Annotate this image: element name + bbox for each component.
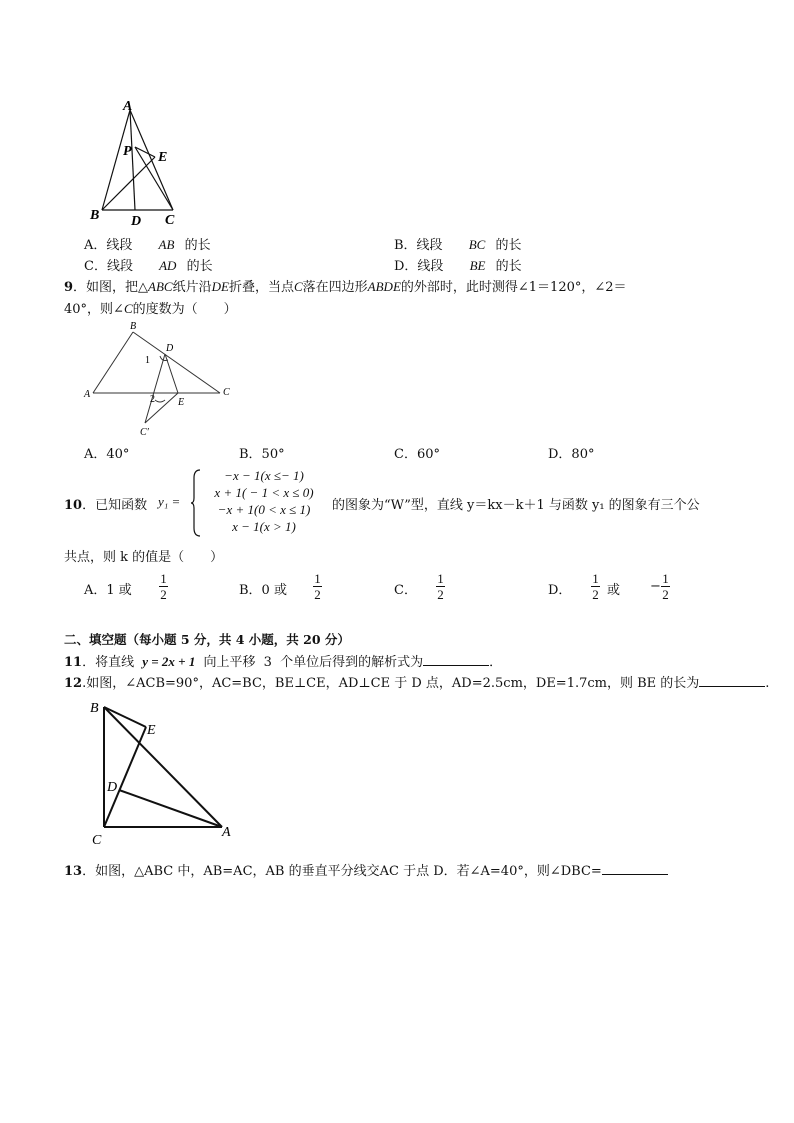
q9-label-a: A [84,389,91,400]
q12-edge-ba [104,707,222,827]
q9-option-b: B．50° [239,447,285,462]
q12-label-b: B [90,701,99,716]
q12-segment-be [104,707,146,727]
q8-label-d: D [131,214,142,229]
q9-option-c: C．60° [394,447,440,462]
q10-option-d-den2: 2 [662,587,669,602]
q9-stem-line2 [64,298,237,317]
q10-case-4: x − 1(x > 1) [232,519,296,534]
q10-option-a-den: 2 [160,587,167,602]
q8-label-e: E [158,150,168,165]
q13-text: ．如图，△ABC 中，AB=AC，AB 的垂直平分线交AC 于点 D．若∠A=40°，则∠DBC= [82,864,602,879]
q10-option-b-den: 2 [314,587,321,602]
q8-label-p: P [123,144,132,159]
q9-option-d: D．80° [548,447,595,462]
q10-option-d-frac2 [661,572,670,601]
q12-line-ce [104,727,146,827]
q12-number: 12 [64,676,83,691]
q8-option-c-math: AD [159,258,177,273]
q9-text-a: ．如图，把△ [73,280,149,295]
q12-stem [64,672,769,691]
q9-text-d: 落在四边形 [302,280,368,295]
q11-number-3: 3 [263,655,272,670]
q10-cases [200,467,328,535]
q9-math-de: DE [211,279,229,294]
q8-option-c-suffix: 的长 [186,259,213,274]
q12-end: . [765,676,770,691]
q9-text-b: 纸片沿 [172,280,212,295]
q8-option-a-label: A．线段 [84,238,133,253]
q10-option-c-den: 2 [437,587,444,602]
q9-math-abde: ABDE [367,279,401,294]
q10-option-a-num: 1 [160,571,167,586]
q10-option-d-num2: 1 [662,571,669,586]
q8-option-c-label: C．线段 [84,259,133,274]
q9-label-c: C [223,387,230,398]
q12-figure [85,695,245,850]
q9-math-c2: C [123,301,133,316]
q11-text-a: ．将直线 [82,655,135,670]
q9-number: 9 [64,280,74,295]
q10-option-b-num: 1 [314,571,321,586]
q8-option-a-suffix: 的长 [184,238,211,253]
q10-option-b-frac [313,572,322,601]
q9-label-e: E [178,397,185,408]
q10-option-b-label: B．0 或 [239,583,287,598]
q8-option-d-label: D．线段 [394,259,444,274]
q13-stem [64,860,668,879]
q8-figure [85,95,195,230]
q8-option-b [394,234,521,253]
q10-option-c-num: 1 [437,571,444,586]
q12-label-e: E [147,723,156,738]
q9-label-2: 2 [150,394,155,405]
q8-option-d-suffix: 的长 [495,259,522,274]
q9-option-a: A．40° [84,447,130,462]
q11-math: y = 2x + 1 [142,654,196,669]
q11-number: 11 [64,655,83,670]
q10-option-d-num1: 1 [592,571,599,586]
q9-edge-ab [93,332,133,393]
q10-case-3: −x + 1(0 < x ≤ 1) [217,502,311,517]
q10-option-d-frac1 [591,572,600,601]
q8-option-a [84,234,211,253]
q8-edge-ab [102,110,130,210]
q10-prefix-text: ．已知函数 [82,498,148,513]
q10-prefix [64,494,147,513]
q10-suffix: 的图象为“W”型，直线 y＝kx－k＋1 与函数 y₁ 的图象有三个公 [332,498,700,513]
q8-option-b-label: B．线段 [394,238,443,253]
q10-number: 10 [64,498,83,513]
q9-math-c: C [293,279,303,294]
q8-label-c: C [165,213,175,228]
q10-option-a-label: A．1 或 [84,583,132,598]
q10-option-d-label: D． [548,583,572,598]
q9-label-c-prime: C′ [140,427,149,438]
q10-y1: y₁ = [158,494,181,509]
q10-option-a-frac [159,572,168,601]
q11-text-c: 个单位后得到的解析式为 [280,655,424,670]
q8-option-c [84,255,213,274]
q10-option-c-frac [436,572,445,601]
q8-altitude-ad [130,110,135,210]
q13-answer-blank[interactable] [602,874,668,875]
q10-option-d-den1: 2 [592,587,599,602]
q8-option-a-math: AB [158,237,175,252]
q8-option-d [394,255,522,274]
q8-option-b-suffix: 的长 [495,238,522,253]
q10-case-2: x + 1( − 1 < x ≤ 0) [214,485,314,500]
q9-text-c: 折叠，当点 [228,280,294,295]
q11-stem [64,651,502,670]
q12-text: .如图，∠ACB=90°，AC=BC，BE⊥CE，AD⊥CE 于 D 点，AD=2.5cm，DE=1.7cm，则 BE 的长为 [82,676,700,691]
q9-text-g: 的度数为（ ） [132,302,237,317]
q8-label-a: A [123,99,133,114]
q10-option-d-minus: − [650,579,661,594]
q9-math-abc: ABC [148,279,173,294]
q9-label-b: B [130,321,137,332]
q13-number: 13 [64,864,83,879]
q9-stem-line1 [64,276,627,295]
q11-text-b: 向上平移 [203,655,256,670]
q9-figure [80,318,240,443]
q8-label-b: B [90,208,100,223]
q12-label-a: A [222,825,231,840]
q9-label-1: 1 [145,355,150,366]
q8-option-d-math: BE [469,258,486,273]
q10-case-1: −x − 1(x ≤− 1) [224,468,304,483]
q11-answer-blank[interactable] [423,665,489,666]
q12-segment-ad [119,790,222,827]
q10-option-d-or: 或 [607,583,621,598]
q9-angle-2-arc [155,400,165,402]
q9-text-f: 40°，则∠ [64,302,124,317]
q10-line2: 共点，则 k 的值是（ ） [64,550,224,565]
q10-option-c-label: C． [394,583,417,598]
q9-text-e: 的外部时，此时测得∠1＝120°，∠2＝ [400,280,627,295]
q12-label-d: D [107,780,118,795]
q8-option-b-math: BC [468,237,486,252]
q12-label-c: C [92,833,102,848]
section-title: 二、填空题（每小题 5 分，共 4 小题，共 20 分） [64,632,350,647]
q9-label-d: D [166,343,174,354]
q11-end: ． [489,655,503,670]
q12-answer-blank[interactable] [699,686,765,687]
